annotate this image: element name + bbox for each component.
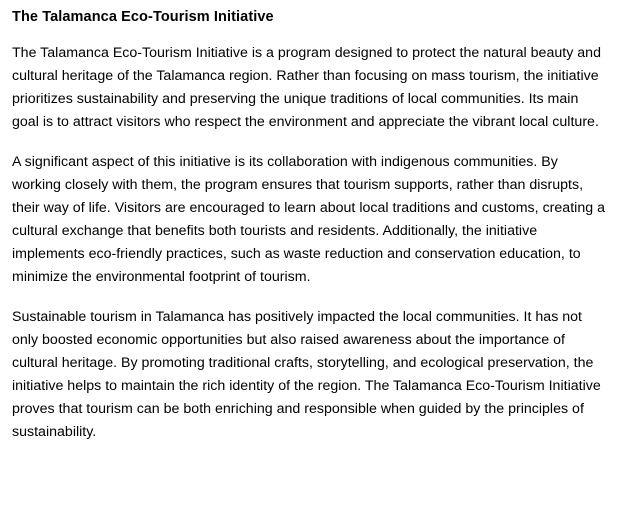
- body-paragraph-3: Sustainable tourism in Talamanca has positively impacted the local communities. It has not only boosted economic opportunities but also raised awareness about the importance of cultural heritage. By promoting traditional crafts, storytelling, and ecological preservation, the initiative helps to maintain the rich identity of the region. The Talamanca Eco-Tourism Initiative proves that tourism can be both enriching and responsible when guided by the principles of sustainability.: [12, 308, 601, 440]
- body-paragraph-1: The Talamanca Eco-Tourism Initiative is a program designed to protect the natural beauty and cultural heritage of the Talamanca region. Rather than focusing on mass tourism, the initiative prioritizes sustainability and preserving the unique traditions of local communities. Its main goal is to attract visitors who respect the environment and appreciate the vibrant local culture.: [12, 44, 601, 130]
- page-title: The Talamanca Eco-Tourism Initiative: [12, 9, 274, 25]
- body-paragraph-2: A significant aspect of this initiative is its collaboration with indigenous communities. By working closely with them, the program ensures that tourism supports, rather than disrupts, their way of life. Visitors are encouraged to learn about local traditions and customs, creating a cultural exchange that benefits both tourists and residents. Additionally, the initiative implements eco-friendly practices, such as waste reduction and conservation education, to minimize the environmental footprint of tourism.: [12, 153, 605, 285]
